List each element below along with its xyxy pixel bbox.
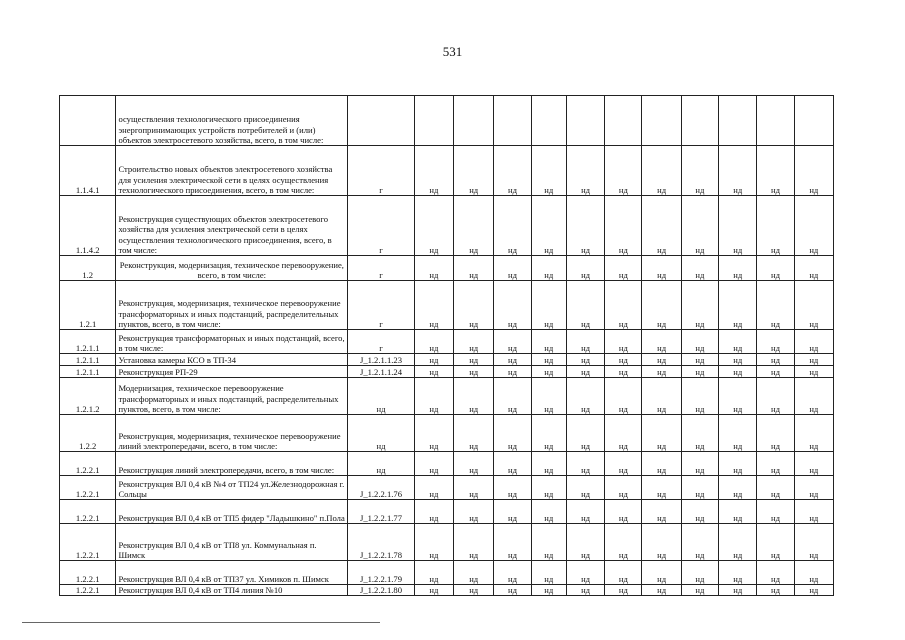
project-code-cell: J_1.2.1.1.24 xyxy=(348,366,415,378)
value-cell: нд xyxy=(531,378,566,415)
value-cell: нд xyxy=(757,585,794,596)
value-cell: нд xyxy=(794,500,833,524)
value-cell: нд xyxy=(531,524,566,561)
row-number-cell: 1.2 xyxy=(60,256,116,281)
row-number-cell: 1.2.2.1 xyxy=(60,452,116,476)
value-cell: нд xyxy=(494,330,531,354)
value-cell: нд xyxy=(454,585,494,596)
value-cell: нд xyxy=(605,500,642,524)
value-cell: нд xyxy=(414,281,453,330)
value-cell: нд xyxy=(494,524,531,561)
value-cell xyxy=(794,96,833,146)
project-code-cell: нд xyxy=(348,452,415,476)
value-cell xyxy=(719,96,757,146)
row-number-cell xyxy=(60,96,116,146)
value-cell: нд xyxy=(605,452,642,476)
value-cell: нд xyxy=(605,476,642,500)
value-cell: нд xyxy=(719,256,757,281)
description-cell: Реконструкция, модернизация, техническое перевооружение линий электропередачи, всего, в том числе: xyxy=(116,415,348,452)
value-cell: нд xyxy=(757,378,794,415)
value-cell: нд xyxy=(719,524,757,561)
table-row xyxy=(60,585,834,596)
value-cell: нд xyxy=(566,256,604,281)
value-cell: нд xyxy=(566,476,604,500)
value-cell: нд xyxy=(414,415,453,452)
value-cell: нд xyxy=(566,500,604,524)
project-code-cell: J_1.2.2.1.80 xyxy=(348,585,415,596)
project-code-cell: г xyxy=(348,330,415,354)
value-cell: нд xyxy=(605,354,642,366)
value-cell: нд xyxy=(566,330,604,354)
value-cell: нд xyxy=(566,524,604,561)
value-cell: нд xyxy=(642,585,681,596)
value-cell: нд xyxy=(757,146,794,196)
value-cell: нд xyxy=(681,561,718,585)
value-cell: нд xyxy=(605,378,642,415)
value-cell: нд xyxy=(454,524,494,561)
value-cell: нд xyxy=(681,476,718,500)
table-row xyxy=(60,256,834,281)
project-code-cell xyxy=(348,96,415,146)
value-cell: нд xyxy=(642,354,681,366)
value-cell: нд xyxy=(566,378,604,415)
description-cell: Реконструкция, модернизация, техническое перевооружение трансформаторных и иных подстанций, распределительных пунктов, всего, в том числе: xyxy=(116,281,348,330)
value-cell: нд xyxy=(605,524,642,561)
value-cell: нд xyxy=(605,561,642,585)
value-cell: нд xyxy=(757,281,794,330)
value-cell: нд xyxy=(757,415,794,452)
row-number-cell: 1.2.1.1 xyxy=(60,366,116,378)
table-row xyxy=(60,561,834,585)
value-cell: нд xyxy=(494,354,531,366)
value-cell: нд xyxy=(794,366,833,378)
description-cell: Строительство новых объектов электросетевого хозяйства для усиления электрической сети в целях осуществления технологического присоединения, всего, в том числе: xyxy=(116,146,348,196)
value-cell: нд xyxy=(681,281,718,330)
value-cell: нд xyxy=(681,146,718,196)
value-cell: нд xyxy=(494,256,531,281)
value-cell: нд xyxy=(794,354,833,366)
project-code-cell: J_1.2.2.1.77 xyxy=(348,500,415,524)
table-row xyxy=(60,330,834,354)
description-cell: Реконструкция существующих объектов электросетевого хозяйства для усиления электрической сети в целях осуществления технологического присоединения, всего, в том числе: xyxy=(116,196,348,256)
row-number-cell: 1.1.4.2 xyxy=(60,196,116,256)
table-row xyxy=(60,500,834,524)
table-row xyxy=(60,96,834,146)
value-cell: нд xyxy=(681,415,718,452)
value-cell: нд xyxy=(757,561,794,585)
value-cell: нд xyxy=(494,366,531,378)
value-cell: нд xyxy=(605,256,642,281)
value-cell: нд xyxy=(531,415,566,452)
value-cell: нд xyxy=(414,378,453,415)
investment-table xyxy=(59,95,834,596)
project-code-cell: г xyxy=(348,281,415,330)
value-cell: нд xyxy=(605,366,642,378)
value-cell xyxy=(494,96,531,146)
project-code-cell: г xyxy=(348,196,415,256)
value-cell: нд xyxy=(566,561,604,585)
description-cell: Реконструкция РП-29 xyxy=(116,366,348,378)
row-number-cell: 1.2.2 xyxy=(60,415,116,452)
value-cell: нд xyxy=(414,366,453,378)
value-cell: нд xyxy=(642,561,681,585)
value-cell: нд xyxy=(605,281,642,330)
description-cell: Реконструкция, модернизация, техническое перевооружение, всего, в том числе: xyxy=(116,256,348,281)
value-cell: нд xyxy=(531,354,566,366)
value-cell: нд xyxy=(794,476,833,500)
value-cell: нд xyxy=(794,256,833,281)
value-cell: нд xyxy=(757,330,794,354)
value-cell: нд xyxy=(719,281,757,330)
value-cell: нд xyxy=(494,415,531,452)
project-code-cell: нд xyxy=(348,415,415,452)
value-cell: нд xyxy=(794,524,833,561)
value-cell: нд xyxy=(454,415,494,452)
value-cell: нд xyxy=(494,146,531,196)
value-cell: нд xyxy=(642,476,681,500)
value-cell: нд xyxy=(494,500,531,524)
value-cell: нд xyxy=(719,585,757,596)
value-cell: нд xyxy=(414,500,453,524)
value-cell: нд xyxy=(681,524,718,561)
value-cell: нд xyxy=(794,281,833,330)
description-cell: Реконструкция трансформаторных и иных подстанций, всего, в том числе: xyxy=(116,330,348,354)
value-cell xyxy=(605,96,642,146)
value-cell: нд xyxy=(681,330,718,354)
value-cell: нд xyxy=(494,378,531,415)
value-cell: нд xyxy=(454,561,494,585)
value-cell: нд xyxy=(719,415,757,452)
value-cell: нд xyxy=(757,500,794,524)
project-code-cell: нд xyxy=(348,378,415,415)
value-cell: нд xyxy=(531,561,566,585)
value-cell: нд xyxy=(719,500,757,524)
value-cell: нд xyxy=(642,415,681,452)
table-row xyxy=(60,354,834,366)
project-code-cell: г xyxy=(348,146,415,196)
project-code-cell: J_1.2.2.1.76 xyxy=(348,476,415,500)
row-number-cell: 1.2.2.1 xyxy=(60,561,116,585)
value-cell: нд xyxy=(757,476,794,500)
description-cell: Реконструкция ВЛ 0,4 кВ от ТП4 линия №10 xyxy=(116,585,348,596)
row-number-cell: 1.2.1.1 xyxy=(60,354,116,366)
value-cell: нд xyxy=(757,256,794,281)
description-cell: Реконструкция ВЛ 0,4 кВ №4 от ТП24 ул.Железнодорожная г. Сольцы xyxy=(116,476,348,500)
description-cell: Реконструкция ВЛ 0,4 кВ от ТП8 ул. Коммунальная п. Шимск xyxy=(116,524,348,561)
project-code-cell: г xyxy=(348,256,415,281)
table-row xyxy=(60,281,834,330)
value-cell: нд xyxy=(414,196,453,256)
row-number-cell: 1.1.4.1 xyxy=(60,146,116,196)
value-cell: нд xyxy=(642,196,681,256)
value-cell: нд xyxy=(454,452,494,476)
table-body xyxy=(60,96,834,596)
value-cell: нд xyxy=(757,354,794,366)
value-cell: нд xyxy=(566,366,604,378)
description-cell: Установка камеры КСО в ТП-34 xyxy=(116,354,348,366)
value-cell xyxy=(531,96,566,146)
description-cell: Реконструкция ВЛ 0,4 кВ от ТП37 ул. Химиков п. Шимск xyxy=(116,561,348,585)
value-cell: нд xyxy=(757,196,794,256)
value-cell: нд xyxy=(642,378,681,415)
row-number-cell: 1.2.1.1 xyxy=(60,330,116,354)
value-cell: нд xyxy=(414,452,453,476)
value-cell: нд xyxy=(414,256,453,281)
value-cell: нд xyxy=(566,585,604,596)
project-code-cell: J_1.2.2.1.78 xyxy=(348,524,415,561)
description-cell: осуществления технологического присоединения энергопринимающих устройств потребителей и (или) объектов электросетевого хозяйства, всего, в том числе: xyxy=(116,96,348,146)
project-code-cell: J_1.2.2.1.79 xyxy=(348,561,415,585)
value-cell: нд xyxy=(494,561,531,585)
value-cell: нд xyxy=(531,281,566,330)
value-cell: нд xyxy=(531,330,566,354)
table-row xyxy=(60,476,834,500)
value-cell: нд xyxy=(414,354,453,366)
value-cell: нд xyxy=(605,330,642,354)
value-cell: нд xyxy=(681,256,718,281)
value-cell: нд xyxy=(757,524,794,561)
value-cell: нд xyxy=(531,196,566,256)
value-cell: нд xyxy=(414,330,453,354)
value-cell: нд xyxy=(454,330,494,354)
value-cell: нд xyxy=(605,415,642,452)
value-cell: нд xyxy=(605,196,642,256)
value-cell: нд xyxy=(454,256,494,281)
value-cell: нд xyxy=(642,524,681,561)
row-number-cell: 1.2.2.1 xyxy=(60,524,116,561)
row-number-cell: 1.2.2.1 xyxy=(60,476,116,500)
value-cell: нд xyxy=(642,256,681,281)
value-cell: нд xyxy=(454,476,494,500)
value-cell: нд xyxy=(414,561,453,585)
value-cell: нд xyxy=(794,452,833,476)
value-cell: нд xyxy=(566,415,604,452)
value-cell: нд xyxy=(605,585,642,596)
value-cell: нд xyxy=(566,354,604,366)
value-cell: нд xyxy=(531,476,566,500)
value-cell: нд xyxy=(454,146,494,196)
value-cell xyxy=(566,96,604,146)
value-cell: нд xyxy=(794,196,833,256)
value-cell: нд xyxy=(719,476,757,500)
table-row xyxy=(60,378,834,415)
value-cell: нд xyxy=(414,146,453,196)
description-cell: Реконструкция ВЛ 0,4 кВ от ТП5 фидер "Ладышкино" п.Пола xyxy=(116,500,348,524)
row-number-cell: 1.2.2.1 xyxy=(60,500,116,524)
page-number: 531 xyxy=(442,44,463,59)
value-cell: нд xyxy=(719,452,757,476)
value-cell: нд xyxy=(642,146,681,196)
project-code-cell: J_1.2.1.1.23 xyxy=(348,354,415,366)
table-row xyxy=(60,415,834,452)
value-cell: нд xyxy=(794,146,833,196)
value-cell: нд xyxy=(494,585,531,596)
table-row xyxy=(60,146,834,196)
value-cell: нд xyxy=(454,196,494,256)
value-cell xyxy=(454,96,494,146)
value-cell: нд xyxy=(719,330,757,354)
value-cell: нд xyxy=(642,330,681,354)
table-row xyxy=(60,524,834,561)
value-cell: нд xyxy=(566,196,604,256)
value-cell: нд xyxy=(794,378,833,415)
value-cell: нд xyxy=(566,281,604,330)
value-cell: нд xyxy=(494,476,531,500)
value-cell: нд xyxy=(681,378,718,415)
value-cell xyxy=(642,96,681,146)
value-cell: нд xyxy=(794,561,833,585)
value-cell: нд xyxy=(494,196,531,256)
value-cell: нд xyxy=(681,452,718,476)
value-cell: нд xyxy=(681,196,718,256)
value-cell: нд xyxy=(794,415,833,452)
value-cell: нд xyxy=(566,146,604,196)
value-cell: нд xyxy=(531,146,566,196)
table-row xyxy=(60,452,834,476)
value-cell xyxy=(757,96,794,146)
value-cell: нд xyxy=(454,354,494,366)
value-cell: нд xyxy=(414,476,453,500)
value-cell: нд xyxy=(681,585,718,596)
value-cell: нд xyxy=(681,500,718,524)
value-cell: нд xyxy=(454,281,494,330)
value-cell: нд xyxy=(719,196,757,256)
value-cell: нд xyxy=(531,366,566,378)
row-number-cell: 1.2.2.1 xyxy=(60,585,116,596)
table-row xyxy=(60,366,834,378)
value-cell: нд xyxy=(794,330,833,354)
value-cell: нд xyxy=(719,378,757,415)
value-cell: нд xyxy=(719,561,757,585)
value-cell: нд xyxy=(642,366,681,378)
value-cell: нд xyxy=(642,281,681,330)
value-cell xyxy=(681,96,718,146)
value-cell: нд xyxy=(757,366,794,378)
value-cell: нд xyxy=(494,281,531,330)
value-cell: нд xyxy=(719,146,757,196)
row-number-cell: 1.2.1.2 xyxy=(60,378,116,415)
value-cell: нд xyxy=(681,366,718,378)
value-cell: нд xyxy=(681,354,718,366)
footer-divider xyxy=(22,622,380,623)
value-cell: нд xyxy=(605,146,642,196)
value-cell: нд xyxy=(794,585,833,596)
value-cell: нд xyxy=(454,378,494,415)
description-cell: Реконструкция линий электропередачи, всего, в том числе: xyxy=(116,452,348,476)
value-cell xyxy=(414,96,453,146)
value-cell: нд xyxy=(494,452,531,476)
value-cell: нд xyxy=(414,524,453,561)
value-cell: нд xyxy=(531,500,566,524)
value-cell: нд xyxy=(719,354,757,366)
value-cell: нд xyxy=(454,366,494,378)
value-cell: нд xyxy=(531,256,566,281)
value-cell: нд xyxy=(414,585,453,596)
value-cell: нд xyxy=(454,500,494,524)
value-cell: нд xyxy=(757,452,794,476)
value-cell: нд xyxy=(642,452,681,476)
value-cell: нд xyxy=(642,500,681,524)
table-row xyxy=(60,196,834,256)
row-number-cell: 1.2.1 xyxy=(60,281,116,330)
value-cell: нд xyxy=(531,585,566,596)
description-cell: Модернизация, техническое перевооружение трансформаторных и иных подстанций, распределительных пунктов, всего, в том числе: xyxy=(116,378,348,415)
value-cell: нд xyxy=(531,452,566,476)
value-cell: нд xyxy=(566,452,604,476)
value-cell: нд xyxy=(719,366,757,378)
